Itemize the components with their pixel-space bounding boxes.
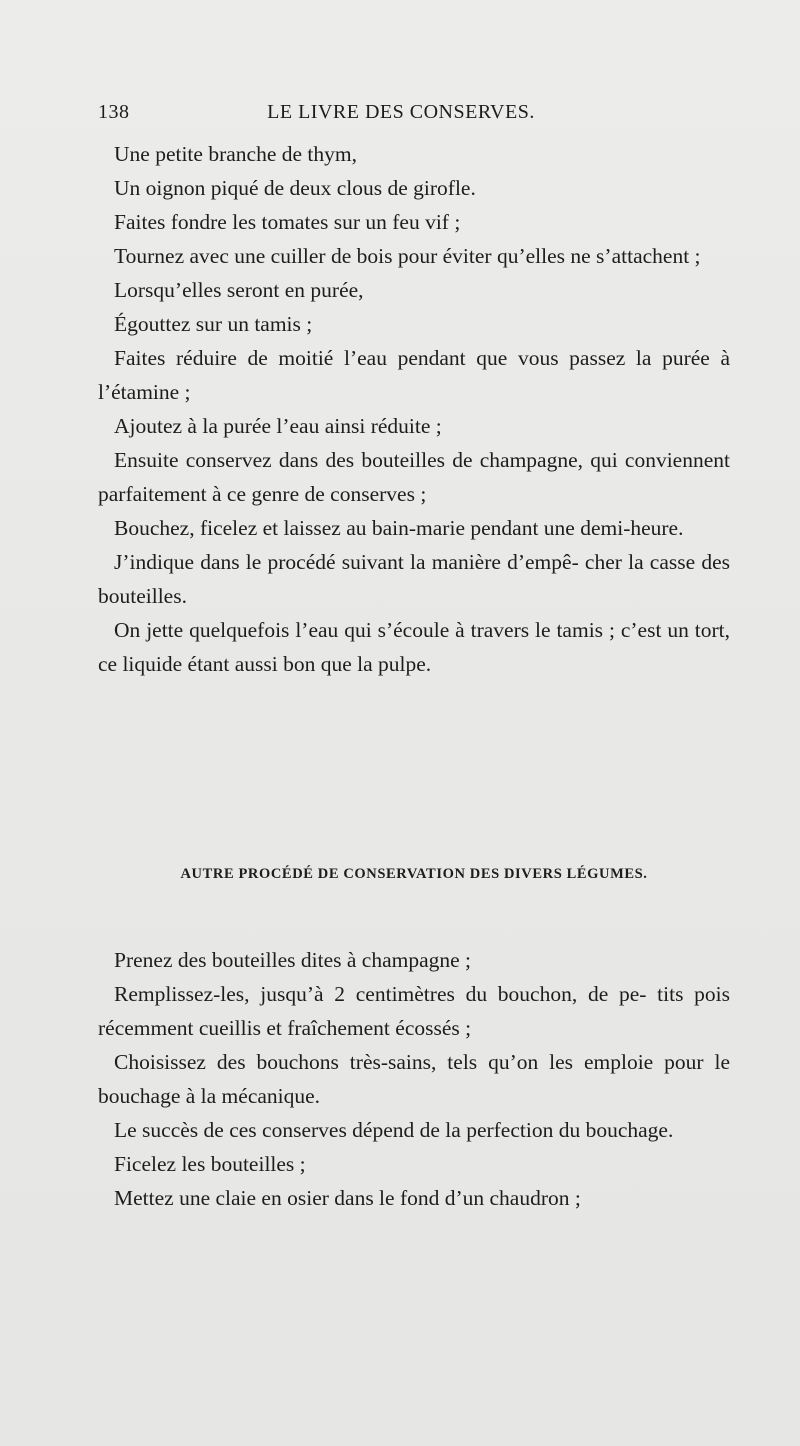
paragraph: Égouttez sur un tamis ; [114,312,313,336]
paragraph: J’indique dans le procédé suivant la manière d’empê- cher la casse des bouteilles. [98,550,730,608]
paragraph: Faites réduire de moitié l’eau pendant que vous passez la purée à l’étamine ; [98,346,730,404]
paragraph: Ensuite conservez dans des bouteilles de champagne, qui conviennent parfaitement à ce genre de conserves ; [98,448,730,506]
section-heading: AUTRE PROCÉDÉ DE CONSERVATION DES DIVERS LÉGUMES. [180,866,648,882]
paragraph: Prenez des bouteilles dites à champagne ; [114,948,472,972]
paragraph: Tournez avec une cuiller de bois pour éviter qu’elles ne s’attachent ; [114,244,701,268]
paragraph: Choisissez des bouchons très-sains, tels qu’on les emploie pour le bouchage à la mécanique. [98,1050,730,1108]
paragraph: On jette quelquefois l’eau qui s’écoule à travers le tamis ; c’est un tort, ce liquide étant aussi bon que la pulpe. [98,618,730,676]
paragraph: Un oignon piqué de deux clous de girofle. [114,176,476,200]
paragraph: Faites fondre les tomates sur un feu vif ; [114,210,461,234]
paragraph: Une petite branche de thym, [114,142,357,166]
paragraph: Ajoutez à la purée l’eau ainsi réduite ; [114,414,442,438]
paragraph: Remplissez-les, jusqu’à 2 centimètres du bouchon, de pe- tits pois récemment cueillis et fraîchement écossés ; [98,982,730,1040]
paragraph: Mettez une claie en osier dans le fond d’un chaudron ; [114,1186,581,1210]
paragraph: Ficelez les bouteilles ; [114,1152,306,1176]
page-header [98,101,704,131]
body-text-top [98,137,730,681]
running-title: LE LIVRE DES CONSERVES. [267,101,535,123]
page-number: 138 [98,101,130,123]
paragraph: Bouchez, ficelez et laissez au bain-marie pendant une demi-heure. [114,516,684,540]
body-text-bottom [98,943,730,1215]
paragraph: Lorsqu’elles seront en purée, [114,278,364,302]
paragraph: Le succès de ces conserves dépend de la perfection du bouchage. [114,1118,674,1142]
